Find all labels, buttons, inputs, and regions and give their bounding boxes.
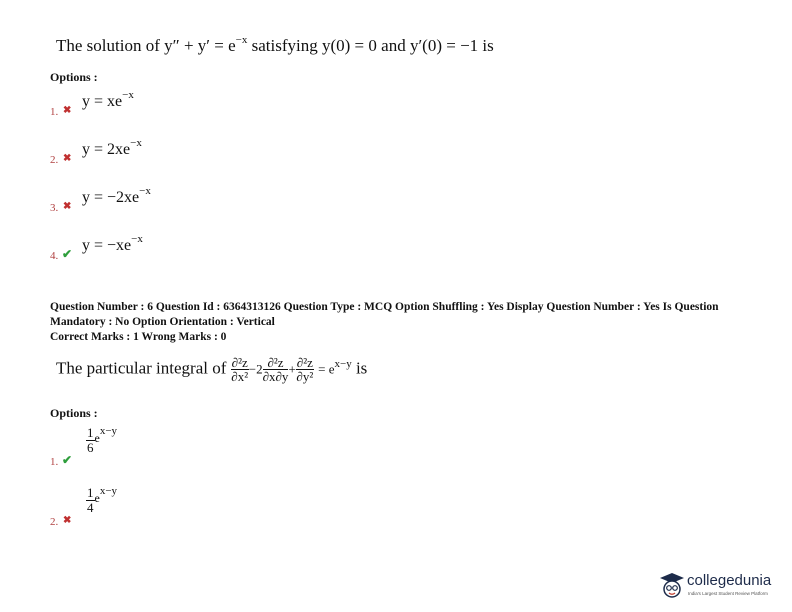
- option-exponent: −x: [130, 137, 142, 149]
- option-text: y = 2xe: [82, 141, 131, 158]
- meta-line-3: Correct Marks : 1 Wrong Marks : 0: [50, 331, 227, 343]
- equals-e: = e: [318, 361, 335, 377]
- wrong-x-icon: ✖: [63, 153, 72, 164]
- graduate-mascot-icon: [658, 570, 686, 600]
- fraction-d2z-dxdy: $\frac{\text{∂²z}}{\partial x\partial y}$: [262, 355, 289, 384]
- correct-check-icon: ✔: [62, 247, 73, 261]
- q2-text-end: is: [355, 358, 368, 378]
- meta-line-2: Mandatory : No Option Orientation : Vertical: [50, 316, 275, 328]
- option-number: 2.: [50, 154, 59, 166]
- q1-text-end: satisfying y(0) = 0 and y′(0) = −1 is: [247, 36, 494, 55]
- option-number: 1.: [50, 106, 59, 118]
- option-exponent: −x: [131, 233, 143, 245]
- fraction-d2z-dy2: $\frac{\text{∂²z}}{\text{∂y²}}$: [296, 355, 314, 384]
- collegedunia-logo: [658, 568, 778, 602]
- wrong-x-icon: ✖: [63, 515, 72, 526]
- options-heading-1: Options :: [50, 70, 98, 84]
- wrong-x-icon: ✖: [63, 201, 72, 212]
- q2-text-start: The particular integral of: [56, 358, 227, 378]
- fraction-d2z-dx2: $\frac{\text{∂²z}}{\text{∂x²}}$: [231, 355, 249, 384]
- option-number: 2.: [50, 516, 59, 528]
- option-expression: $\frac{1}{4}$ $e^{x-y}$: [87, 485, 118, 515]
- option-expression: $\frac{1}{6}$ $e^{x-y}$: [87, 425, 118, 455]
- question-1-text: [56, 36, 494, 56]
- q1-exponent: −x: [235, 34, 248, 46]
- option-exponent: −x: [139, 185, 151, 197]
- question-metadata: [50, 300, 760, 345]
- logo-tagline: India's Largest Student Review Platform: [688, 591, 768, 596]
- plus-sign: +: [288, 361, 296, 377]
- option-text: y = −2xe: [82, 189, 140, 206]
- options-heading-2: Options :: [50, 406, 98, 420]
- wrong-x-icon: ✖: [63, 105, 72, 116]
- option-exponent: −x: [122, 89, 134, 101]
- q2-exponent: x−y: [334, 358, 352, 371]
- correct-check-icon: ✔: [62, 453, 73, 467]
- question-2-text: [56, 356, 367, 383]
- option-number: 1.: [50, 456, 59, 468]
- logo-wordmark: collegedunia: [687, 572, 772, 589]
- option-number: 3.: [50, 202, 59, 214]
- meta-line-1: Question Number : 6 Question Id : 6364313126 Question Type : MCQ Option Shuffling : Yes Display Question Number : Yes Is Question: [50, 301, 719, 313]
- option-text: y = xe: [82, 93, 123, 110]
- option-number: 4.: [50, 250, 59, 262]
- option-text: y = −xe: [82, 237, 132, 254]
- q1-text-start: The solution of y″ + y′ = e: [56, 36, 236, 55]
- minus-two: −2: [248, 361, 263, 377]
